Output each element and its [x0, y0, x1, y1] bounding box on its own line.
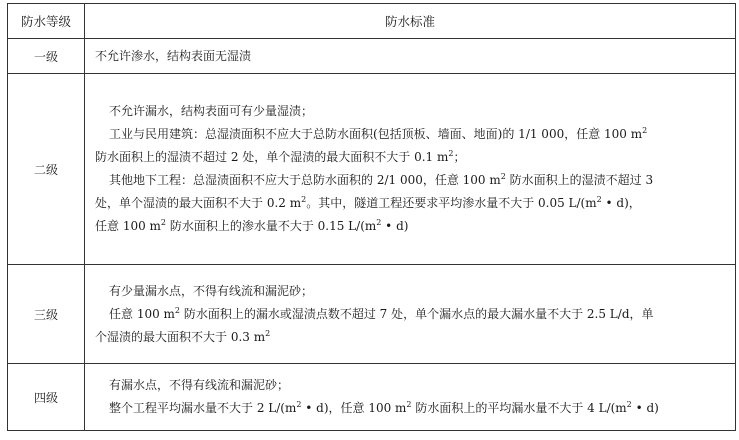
standard-line — [95, 123, 725, 146]
superscript: 2 — [500, 172, 506, 181]
standard-cell — [85, 364, 736, 431]
superscript: 2 — [626, 400, 632, 409]
superscript: 2 — [642, 126, 648, 135]
text-run: 处，单个湿渍的最大面积不大于 0.2 m — [95, 196, 302, 210]
grade-cell: 四级 — [8, 364, 85, 431]
superscript: 2 — [448, 149, 454, 158]
text-run: 不允许渗水，结构表面无湿渍 — [95, 48, 252, 63]
standard-cell — [85, 39, 736, 74]
superscript: 2 — [376, 218, 382, 227]
table-row — [8, 364, 736, 431]
table-row — [8, 74, 736, 265]
table-row — [8, 265, 736, 364]
table-header-row — [8, 4, 736, 39]
grade-cell: 三级 — [8, 265, 85, 364]
standard-line — [95, 192, 725, 215]
text-run: 。其中，隧道工程还要求平均渗水量不大于 0.05 L/(m — [306, 196, 597, 210]
text-run: • d) — [631, 401, 659, 415]
text-run: 防水面积上的渗水量不大于 0.15 L/(m — [166, 219, 377, 233]
superscript: 2 — [301, 195, 307, 204]
grade-cell: 二级 — [8, 74, 85, 265]
text-run: • d)，任意 100 m — [301, 401, 407, 415]
superscript: 2 — [160, 218, 167, 227]
standard-line — [95, 45, 725, 68]
text-run: 防水面积上的平均漏水量不大于 4 L/(m — [411, 401, 627, 415]
standard-line — [95, 215, 725, 238]
text-run: • d) — [381, 219, 409, 233]
superscript: 2 — [265, 328, 271, 338]
text-run: 工业与民用建筑：总湿渍面积不应大于总防水面积(包括顶板、墙面、地面)的 1/1 000，任意 100 m — [109, 127, 643, 141]
superscript: 2 — [174, 305, 181, 315]
text-run: 其他地下工程：总湿渍面积不应大于总防水面积的 2/1 000，任意 100 m — [109, 173, 501, 187]
superscript: 2 — [406, 400, 412, 409]
text-run: 任意 100 m — [109, 306, 175, 321]
text-run: 防水面积上的湿渍不超过 2 处，单个湿渍的最大面积不大于 0.1 m — [95, 150, 449, 164]
text-run: 有少量漏水点，不得有线流和漏泥砂； — [109, 283, 314, 298]
standard-line — [95, 169, 725, 192]
table-row — [8, 39, 736, 74]
text-run: 任意 100 m — [95, 219, 161, 233]
superscript: 2 — [596, 195, 602, 204]
text-run: ； — [453, 150, 466, 164]
standard-line — [95, 397, 725, 420]
grade-cell: 一级 — [8, 39, 85, 74]
text-run: 有漏水点，不得有线流和漏泥砂； — [109, 378, 290, 392]
text-run: 防水面积上的湿渍不超过 3 — [505, 173, 654, 187]
standard-line — [95, 303, 725, 326]
superscript: 2 — [296, 400, 302, 409]
standard-cell — [85, 265, 736, 364]
standard-line — [95, 146, 725, 169]
standard-cell — [85, 74, 736, 265]
standard-line — [95, 374, 725, 397]
standard-line — [95, 280, 725, 303]
text-run: • d)， — [601, 196, 641, 210]
header-standard: 防水标准 — [85, 4, 736, 39]
standard-line — [95, 100, 725, 123]
header-level: 防水等级 — [8, 4, 85, 39]
text-run: 个湿渍的最大面积不大于 0.3 m — [95, 329, 266, 344]
standard-line — [95, 326, 725, 349]
text-run: 防水面积上的漏水或湿渍点数不超过 7 处，单个漏水点的最大漏水量不大于 2.5 L/d，单 — [180, 306, 654, 321]
waterproof-grade-table — [7, 3, 736, 431]
text-run: 整个工程平均漏水量不大于 2 L/(m — [109, 401, 297, 415]
text-run: 不允许漏水，结构表面可有少量湿渍； — [109, 104, 314, 118]
